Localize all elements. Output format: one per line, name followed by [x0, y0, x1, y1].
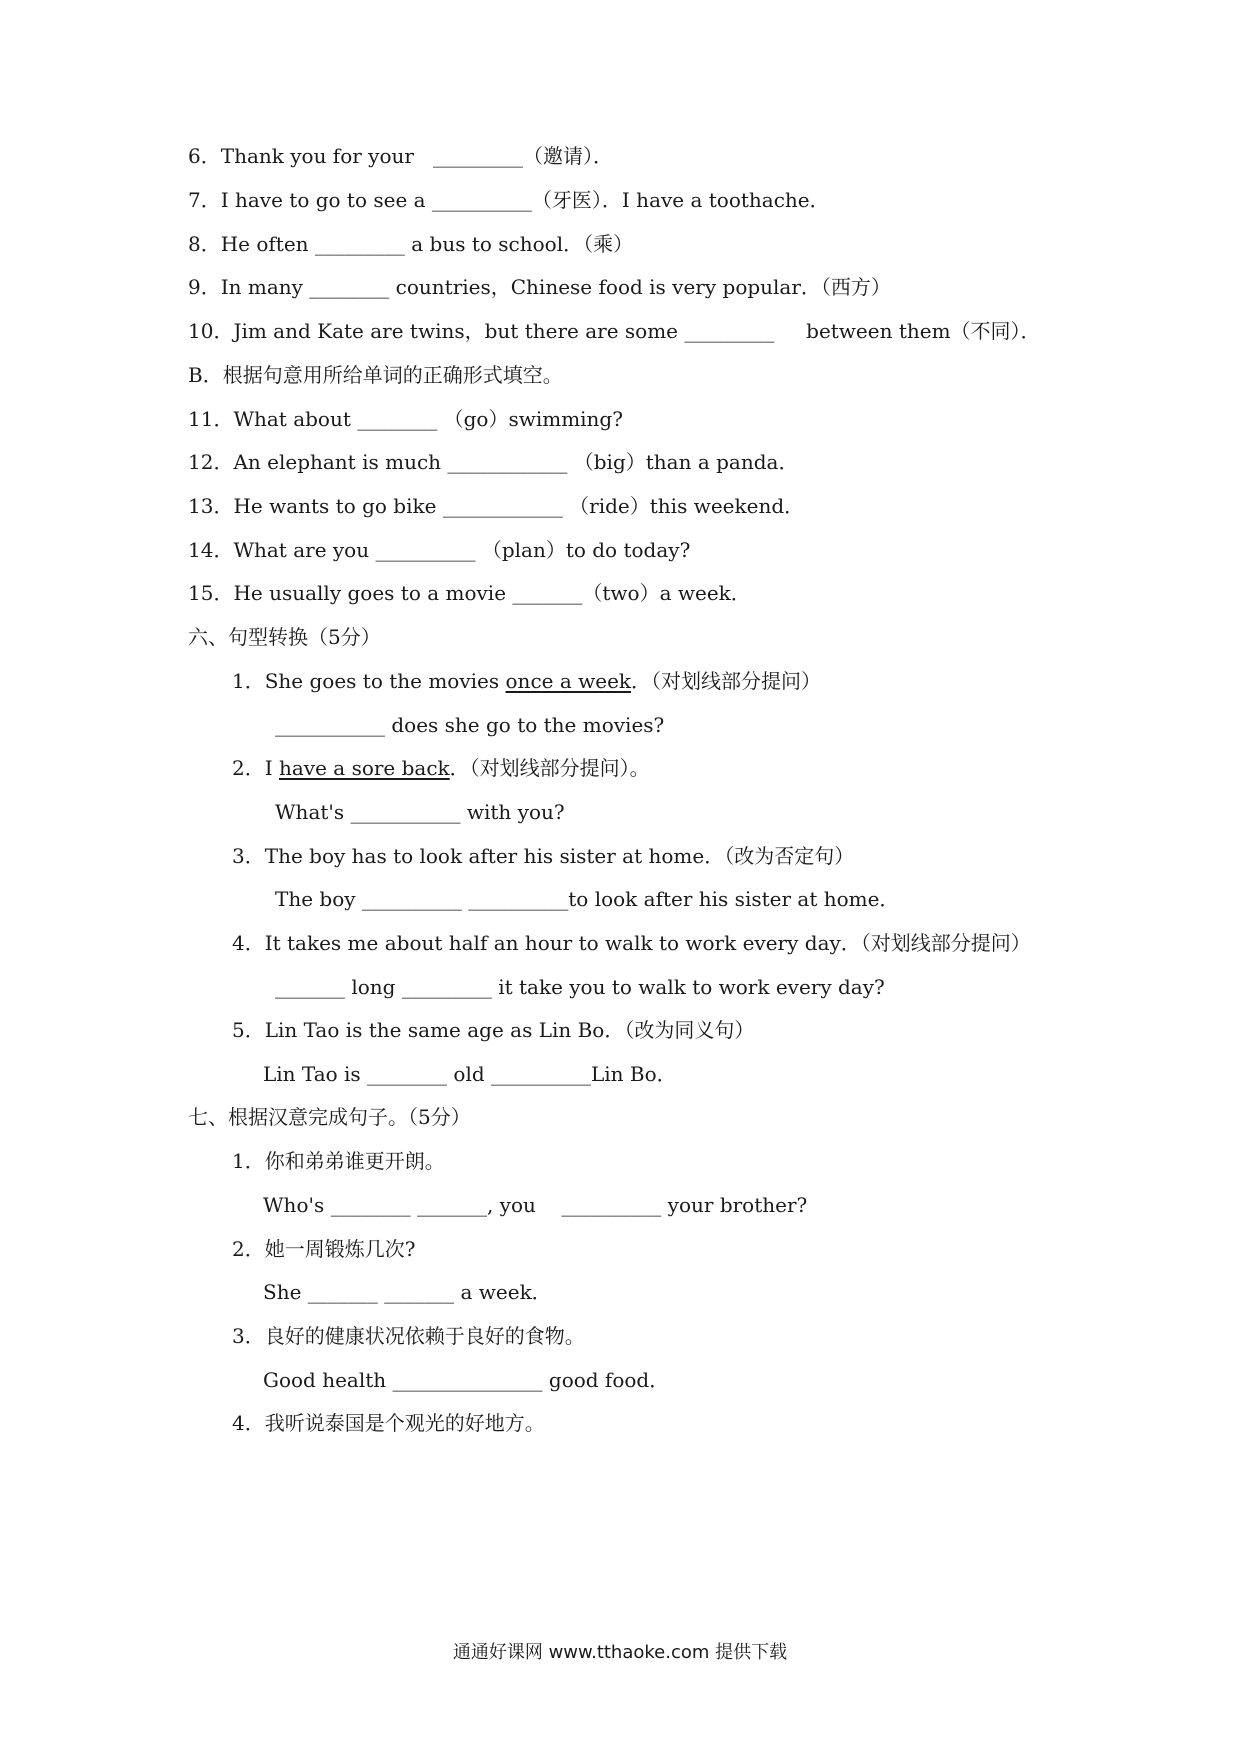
s6-q2-post: ．（对划线部分提问）。 — [449, 756, 650, 780]
s6-q1-underlined: once a week — [505, 669, 632, 693]
s6-q1-answer: ___________ does she go to the movies? — [275, 713, 665, 737]
s7-q2-answer: She _______ _______ a week． — [263, 1280, 552, 1304]
question-9: 9．In many ________ countries，Chinese food is very popular．（西方） — [188, 275, 891, 299]
s7-question-1: 1．你和弟弟谁更开朗。 — [232, 1149, 445, 1173]
s7-q3-answer: Good health _______________ good food． — [263, 1368, 670, 1392]
s6-q2-underlined: have a sore back — [278, 756, 450, 780]
section-b-heading: B．根据句意用所给单词的正确形式填空。 — [188, 363, 563, 387]
s7-q1-answer: Who's ________ _______, you __________ your brother? — [263, 1193, 808, 1217]
question-11: 11．What about ________ （go）swimming? — [188, 407, 623, 431]
question-10: 10．Jim and Kate are twins，but there are some _________ between them（不同）． — [188, 319, 1041, 343]
s6-question-1 — [232, 667, 821, 695]
s6-question-3: 3．The boy has to look after his sister at home．（改为否定句） — [232, 844, 855, 868]
s6-q1-post: ．（对划线部分提问） — [631, 669, 822, 693]
question-8: 8．He often _________ a bus to school．（乘） — [188, 232, 634, 256]
s7-question-4: 4．我听说泰国是个观光的好地方。 — [232, 1411, 545, 1435]
question-6: 6．Thank you for your _________（邀请）． — [188, 144, 614, 168]
question-13: 13．He wants to go bike ____________ （ride）this weekend． — [188, 494, 805, 518]
section-6-heading: 六、句型转换（5分） — [188, 625, 381, 649]
question-14: 14．What are you __________ （plan）to do today? — [188, 538, 691, 562]
s6-question-2 — [232, 754, 650, 782]
s6-q5-answer: Lin Tao is ________ old __________Lin Bo． — [263, 1062, 677, 1086]
s6-q4-answer: _______ long _________ it take you to walk to work every day? — [275, 975, 885, 999]
question-7: 7．I have to go to see a __________（牙医）．I have a toothache． — [188, 188, 830, 212]
section-7-heading: 七、根据汉意完成句子。（5分） — [188, 1105, 471, 1129]
s6-q3-answer: The boy __________ __________to look after his sister at home． — [275, 887, 900, 911]
s6-q1-pre: 1．She goes to the movies — [232, 669, 506, 693]
question-15: 15．He usually goes to a movie _______（two）a week． — [188, 581, 751, 605]
s6-question-5: 5．Lin Tao is the same age as Lin Bo．（改为同义句） — [232, 1018, 755, 1042]
s6-q2-answer: What's ___________ with you? — [275, 800, 565, 824]
footer-credit: 通通好课网 www.tthaoke.com 提供下载 — [452, 1642, 788, 1663]
s7-question-3: 3．良好的健康状况依赖于良好的食物。 — [232, 1324, 585, 1348]
s7-question-2: 2．她一周锻炼几次? — [232, 1237, 416, 1261]
s6-q2-pre: 2．I — [232, 756, 279, 780]
question-12: 12．An elephant is much ____________ （big）than a panda． — [188, 450, 799, 474]
s6-question-4: 4．It takes me about half an hour to walk to work every day．（对划线部分提问） — [232, 931, 1031, 955]
